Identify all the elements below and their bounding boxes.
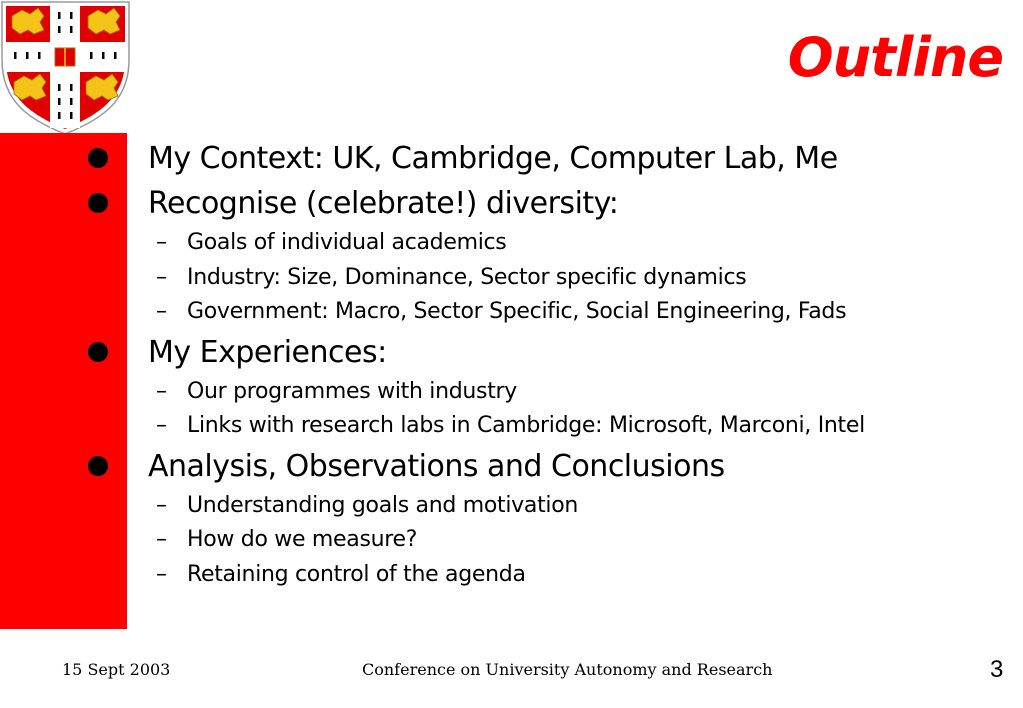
bullet-icon xyxy=(88,148,108,168)
bullet-item xyxy=(84,330,1014,375)
bullet-text: My Experiences: xyxy=(148,334,387,370)
sub-bullet-item xyxy=(84,226,1014,261)
sub-bullet-text: Our programmes with industry xyxy=(187,378,518,404)
outline-list xyxy=(84,136,1014,592)
sub-bullet-text: Government: Macro, Sector Specific, Social Engineering, Fads xyxy=(187,299,847,324)
sub-bullet-item xyxy=(84,409,1014,444)
bullet-icon xyxy=(88,456,108,476)
sub-bullet-text: How do we measure? xyxy=(187,527,418,552)
bullet-item xyxy=(84,136,1014,181)
sub-bullet-item xyxy=(84,295,1014,330)
sub-bullet-item xyxy=(84,261,1014,296)
sub-bullet-item xyxy=(84,489,1014,524)
slide-title: Outline xyxy=(787,26,1003,89)
sub-bullet-item xyxy=(84,558,1014,593)
bullet-text: Recognise (celebrate!) diversity: xyxy=(148,186,619,221)
sub-bullet-item xyxy=(84,375,1014,410)
university-crest-logo xyxy=(0,0,131,136)
bullet-icon xyxy=(88,342,108,362)
dash-icon: – xyxy=(156,264,167,290)
footer-date: 15 Sept 2003 xyxy=(62,660,171,679)
sub-bullet-text: Goals of individual academics xyxy=(187,230,507,255)
dash-icon: – xyxy=(156,378,167,404)
footer-event-title: Conference on University Autonomy and Research xyxy=(362,660,773,679)
page-number: 3 xyxy=(990,656,1004,683)
bullet-item xyxy=(84,444,1014,489)
sub-bullet-item xyxy=(84,523,1014,558)
sub-bullet-text: Understanding goals and motivation xyxy=(187,492,579,518)
sub-bullet-text: Industry: Size, Dominance, Sector specific dynamics xyxy=(187,264,747,290)
dash-icon: – xyxy=(156,561,167,587)
dash-icon: – xyxy=(156,527,167,552)
dash-icon: – xyxy=(156,230,167,255)
bullet-item xyxy=(84,181,1014,226)
bullet-text: Analysis, Observations and Conclusions xyxy=(148,448,725,484)
bullet-icon xyxy=(88,193,108,213)
dash-icon: – xyxy=(156,299,167,324)
sub-bullet-text: Retaining control of the agenda xyxy=(187,561,526,587)
dash-icon: – xyxy=(156,413,167,438)
dash-icon: – xyxy=(156,492,167,518)
bullet-text: My Context: UK, Cambridge, Computer Lab, Me xyxy=(148,141,838,176)
sub-bullet-text: Links with research labs in Cambridge: Microsoft, Marconi, Intel xyxy=(187,413,865,438)
